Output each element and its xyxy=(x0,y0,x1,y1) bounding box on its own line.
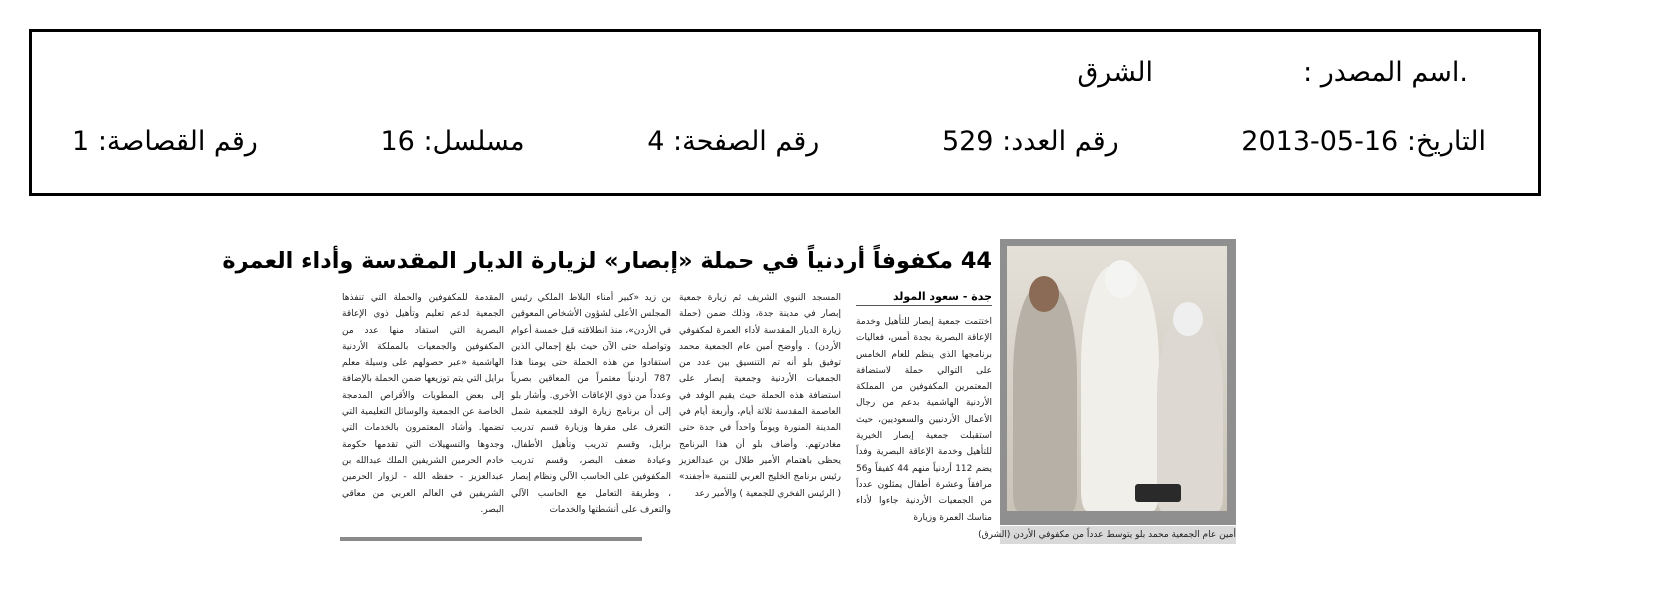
person-head xyxy=(1173,302,1203,336)
article-column-2: المسجد النبوي الشريف ثم زيارة جمعية إبصار في مدينة جدة، وذلك ضمن (حملة زيارة الديار المقدسة لأداء العمرة لمكفوفي الأردن) . وأوضح أمين عام الجمعية محمد توفيق بلو أنه تم التنسيق بين عدد من الجمعيات الأردنية وجمعية إبصار على استضافة هذه الحملة حيث يقيم الوفد في العاصمة المقدسة ثلاثة أيام، وأربعة أيام في المدينة المنورة ويوماً واحداً في جدة حتى مغادرتهم. وأضاف بلو أن هذا البرنامج يحظى باهتمام الأمير طلال بن عبدالعزيز رئيس برنامج الخليج العربي للتنمية «أجفند» ( الرئيس الفخري للجمعية ) والأمير رعد xyxy=(679,293,841,499)
article-photo xyxy=(1000,239,1236,525)
article-column-3: بن زيد «كبير أمناء البلاط الملكي رئيس المجلس الأعلى لشؤون الأشخاص المعوقين في الأردن»، منذ انطلاقته قبل خمسة أعوام وتواصله حتى الآن حيث بلغ إجمالي الذين استفادوا من هذه الحملة حتى يومنا هذا 787 أردنياً معتمراً من المعاقين بصرياً وعدداً من ذوي الإعاقات الأخرى. وأشار بلو إلى أن برنامج زيارة الوفد للجمعية شمل التعرف على مقرها وزيارة قسم تدريب برايل، وقسم تدريب وتأهيل الأطفال، وعيادة ضعف البصر، وقسم تدريب المكفوفين على الحاسب الآلي ونظام إبصار ، وطريقة التعامل مع الحاسب الآلي والتعرف على أنشطتها والخدمات xyxy=(511,293,671,515)
person-figure xyxy=(1157,316,1223,511)
person-head xyxy=(1105,260,1137,298)
article-headline: 44 مكفوفاً أردنياً في حملة «إبصار» لزيارة الديار المقدسة وأداء العمرة xyxy=(222,248,992,274)
serial-value: 16 xyxy=(380,126,415,157)
person-figure xyxy=(1081,266,1159,511)
metadata-row xyxy=(72,125,1486,159)
braille-device xyxy=(1135,484,1181,502)
date-value: 16-05-2013 xyxy=(1241,126,1399,157)
date-field xyxy=(1241,125,1486,159)
photo-caption: أمين عام الجمعية محمد بلو يتوسط عدداً من مكفوفي الأردن (الشرق) xyxy=(1000,526,1236,544)
article-byline: جدة - سعود المولد xyxy=(856,290,992,306)
issue-field xyxy=(942,125,1119,159)
issue-value: 529 xyxy=(941,126,994,157)
page-label: رقم الصفحة: xyxy=(673,126,820,157)
photo-scene xyxy=(1007,246,1227,511)
header-box xyxy=(29,29,1541,196)
bottom-rule xyxy=(340,537,642,541)
date-label: التاريخ: xyxy=(1406,126,1486,157)
page-field xyxy=(647,125,819,159)
clip-label: رقم القصاصة: xyxy=(97,126,258,157)
newspaper-clipping xyxy=(222,234,1241,546)
page-value: 4 xyxy=(647,126,665,157)
person-figure xyxy=(1013,286,1077,511)
serial-label: مسلسل: xyxy=(423,126,525,157)
issue-label: رقم العدد: xyxy=(1002,126,1119,157)
person-head xyxy=(1029,276,1059,312)
source-value: الشرق xyxy=(1077,57,1153,88)
clip-value: 1 xyxy=(72,126,90,157)
clip-field xyxy=(72,125,258,159)
serial-field xyxy=(381,125,525,159)
article-column-4: المقدمة للمكفوفين والحملة التي تنفذها الجمعية لدعم تعليم وتأهيل ذوي الإعاقة البصرية التي استفاد منها عدد من المكفوفين والجمعيات بالمملكة الأردنية الهاشمية «عبر حصولهم على وسيلة معلم برايل التي يتم توزيعها ضمن الحملة بالإضافة إلى بعض المطويات والأقراص المدمجة الخاصة عن الجمعية والوسائل التعليمية التي تضمها. وأشاد المعتمرون بالخدمات التي وجدوها والتسهيلات التي تقدمها حكومة خادم الحرمين الشريفين الملك عبدالله بن عبدالعزيز - حفظه الله - لزوار الحرمين الشريفين في العالم العربي من معاقي البصر. xyxy=(341,293,504,515)
article-column-1: اختتمت جمعية إبصار للتأهيل وخدمة الإعاقة البصرية بجدة أمس، فعاليات برنامجها الذي ينظم للعام الخامس على التوالي حملة لاستضافة المعتمرين المكفوفين من المملكة الأردنية الهاشمية بدعم من رجال الأعمال الأردنيين والسعوديين، حيث استقبلت جمعية إبصار الخيرية للتأهيل وخدمة الإعاقة البصرية وفداً يضم 112 أردنياً منهم 44 كفيفاً و56 مرافقاً وعشرة أطفال يمثلون عدداً من الجمعيات الأردنية جاءوا لأداء مناسك العمرة وزيارة xyxy=(856,317,992,523)
source-label: .اسم المصدر : xyxy=(1303,57,1468,88)
